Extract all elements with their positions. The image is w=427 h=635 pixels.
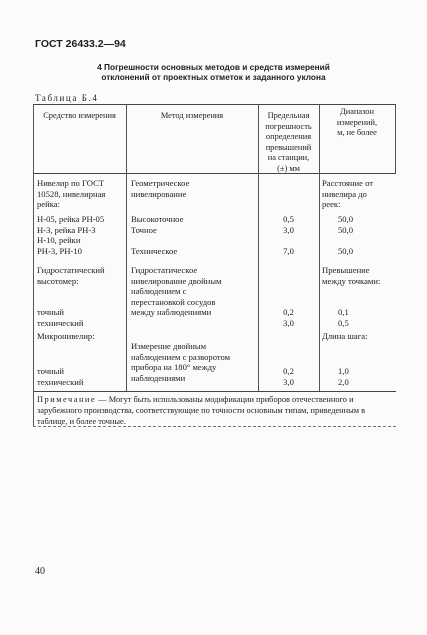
cell-line: 50,0 xyxy=(338,224,354,235)
hydrostatic-range-values xyxy=(338,307,349,328)
cell-line: между наблюдениями xyxy=(131,307,212,318)
section-title-line2: отклонений от проектных отметок и заданного уклона xyxy=(101,72,326,82)
table-right-border xyxy=(395,104,396,173)
cell-line: Высокоточное xyxy=(131,214,184,224)
microlevel-variants xyxy=(37,366,84,387)
method-microlevel xyxy=(131,341,230,383)
microlevel-error-values xyxy=(258,366,319,387)
cell-line: 2,0 xyxy=(338,376,349,387)
table-top-border xyxy=(33,104,396,105)
cell-line: нивелира до xyxy=(322,188,367,199)
cell-line: 0,5 xyxy=(338,317,349,328)
range-distance-label xyxy=(322,178,373,210)
error-value-technical: 7,0 xyxy=(283,246,294,256)
col-header-range-line: м, не более xyxy=(337,128,377,138)
cell-line: Измерение двойным xyxy=(131,341,207,351)
hydrostatic-error-values xyxy=(258,307,319,328)
instrument-n10 xyxy=(37,235,82,256)
cell-line: реек: xyxy=(322,199,341,210)
section-title-line1: 4 Погрешности основных методов и средств измерений xyxy=(97,62,330,72)
method-precision xyxy=(131,214,183,235)
range-value-technical: 50,0 xyxy=(338,246,354,256)
range-step-label: Длина шага: xyxy=(322,331,368,341)
cell-line: РН-3, РН-10 xyxy=(37,245,82,256)
cell-line: 0,2 xyxy=(283,366,294,376)
cell-line: Гидростатический xyxy=(37,265,105,275)
cell-line: Н-3, рейка РН-3 xyxy=(37,224,96,235)
cell-line: 3,0 xyxy=(283,317,294,328)
cell-line: наблюдениями xyxy=(131,372,186,383)
instrument-level xyxy=(37,178,105,210)
cell-line: технический xyxy=(37,317,84,328)
cell-line: нивелирование двойным xyxy=(131,275,222,286)
table-note xyxy=(33,394,393,427)
cell-line: Н-10, рейки xyxy=(37,235,81,245)
instrument-microlevel: Микронивелир: xyxy=(37,331,95,341)
cell-line: Н-05, рейка РН-05 xyxy=(37,214,105,224)
microlevel-range-values xyxy=(338,366,349,387)
cell-line: между точками: xyxy=(322,275,381,286)
note-label: Примечание xyxy=(37,395,97,404)
instrument-hydrostatic xyxy=(37,265,105,286)
cell-line: технический xyxy=(37,376,84,387)
cell-line: Геометрическое xyxy=(131,178,190,188)
col-header-error-line: превышений xyxy=(265,142,312,152)
cell-line: наблюдением с разворотом xyxy=(131,351,231,362)
cell-line: 0,5 xyxy=(283,214,294,224)
note-text: — Могут быть использованы модификации приборов отечественного и зарубежного производства, соответствующие по точности основным типам, приведенным в таблице, и более точные. xyxy=(37,395,366,426)
document-header: ГОСТ 26433.2—94 xyxy=(35,38,126,50)
col-header-error-line: определения xyxy=(265,132,312,142)
measurement-table xyxy=(33,104,396,426)
table-caption: Таблица Б.4 xyxy=(35,93,99,103)
error-values xyxy=(258,214,319,235)
cell-line: рейка: xyxy=(37,199,60,210)
col-header-error-line: на станции, xyxy=(267,153,310,163)
cell-line: Точное xyxy=(131,224,157,235)
table-body-bottom-border xyxy=(33,391,396,392)
table-left-border xyxy=(33,104,34,426)
method-technical: Техническое xyxy=(131,246,178,256)
method-geometric xyxy=(131,178,189,199)
cell-line: 1,0 xyxy=(338,366,349,376)
cell-line: наблюдением с xyxy=(131,286,187,297)
cell-line: 3,0 xyxy=(283,224,294,235)
cell-line: перестановкой сосудов xyxy=(131,296,216,307)
page-number: 40 xyxy=(35,566,45,577)
cell-line: Нивелир по ГОСТ xyxy=(37,178,105,188)
cell-line: прибора на 180° между xyxy=(131,362,217,373)
col-header-error-line: погрешность xyxy=(265,121,312,131)
column-divider-3 xyxy=(319,104,320,391)
cell-line: 10528, нивелирная xyxy=(37,188,106,199)
range-height-diff-label xyxy=(322,265,380,286)
col-header-error xyxy=(258,111,319,175)
col-header-error-line: Предельная xyxy=(267,111,310,120)
cell-line: Гидростатическое xyxy=(131,265,198,275)
cell-line: 0,1 xyxy=(338,307,349,317)
cell-line: 3,0 xyxy=(283,376,294,387)
col-header-range xyxy=(319,107,395,139)
col-header-range-line: измерений, xyxy=(336,117,378,127)
instrument-n05-n3 xyxy=(37,214,104,235)
cell-line: 0,2 xyxy=(283,307,294,317)
col-header-error-line: (±) мм xyxy=(277,163,300,173)
col-header-method: Метод измерения xyxy=(160,111,224,120)
cell-line: высотомер: xyxy=(37,275,79,286)
cell-line: точный xyxy=(37,307,65,317)
header-separator xyxy=(33,173,396,174)
cell-line: 50,0 xyxy=(338,214,354,224)
col-header-range-line: Диапазон xyxy=(340,107,374,116)
method-hydrostatic xyxy=(131,265,222,318)
cell-line: точный xyxy=(37,366,65,376)
cell-line: Превышение xyxy=(322,265,370,275)
column-divider-1 xyxy=(126,104,127,391)
col-header-instrument: Средство измерения xyxy=(43,111,116,120)
cell-line: Расстояние от xyxy=(322,178,374,188)
hydrostatic-variants xyxy=(37,307,84,328)
cell-line: нивелирование xyxy=(131,188,187,199)
range-values xyxy=(338,214,353,235)
